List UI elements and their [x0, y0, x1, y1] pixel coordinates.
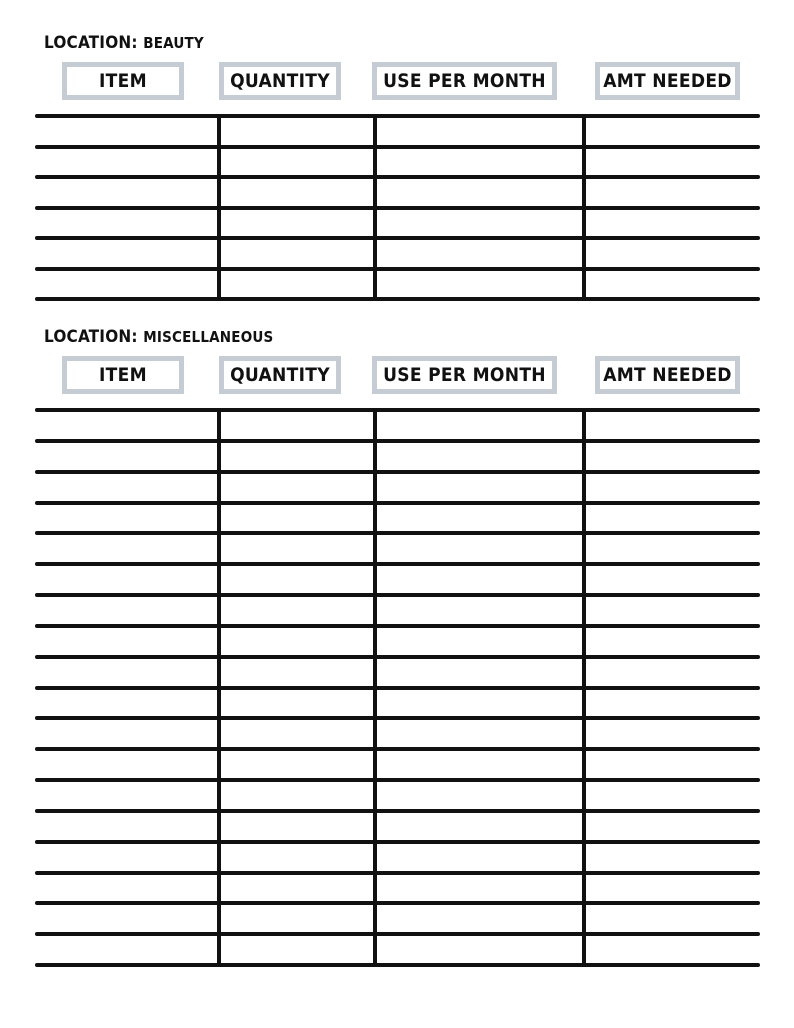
row-rule — [35, 624, 760, 628]
column-divider — [373, 408, 377, 967]
row-rule — [35, 531, 760, 535]
section-title-beauty: LOCATION: BEAUTY — [44, 33, 204, 53]
row-rule — [35, 593, 760, 597]
row-rule — [35, 686, 760, 690]
row-rule — [35, 501, 760, 505]
row-rule — [35, 297, 760, 301]
row-rule — [35, 932, 760, 936]
header-quantity: QUANTITY — [219, 62, 341, 100]
header-item: ITEM — [62, 62, 184, 100]
column-divider — [373, 114, 377, 301]
column-divider — [217, 408, 221, 967]
row-rule — [35, 963, 760, 967]
row-rule — [35, 206, 760, 210]
header-use-per-month: USE PER MONTH — [372, 356, 557, 394]
column-divider — [217, 114, 221, 301]
row-rule — [35, 236, 760, 240]
row-rule — [35, 655, 760, 659]
location-prefix: LOCATION — [44, 33, 132, 53]
row-rule — [35, 716, 760, 720]
header-use-per-month: USE PER MONTH — [372, 62, 557, 100]
header-item: ITEM — [62, 356, 184, 394]
header-quantity: QUANTITY — [219, 356, 341, 394]
row-rule — [35, 871, 760, 875]
header-amt-needed: AMT NEEDED — [595, 356, 740, 394]
location-prefix: LOCATION — [44, 327, 132, 347]
row-rule — [35, 470, 760, 474]
row-rule — [35, 562, 760, 566]
row-rule — [35, 408, 760, 412]
section-title-miscellaneous: LOCATION: MISCELLANEOUS — [44, 327, 274, 347]
row-rule — [35, 114, 760, 118]
row-rule — [35, 747, 760, 751]
row-rule — [35, 840, 760, 844]
row-rule — [35, 267, 760, 271]
column-divider — [582, 114, 586, 301]
column-divider — [582, 408, 586, 967]
row-rule — [35, 901, 760, 905]
location-name: BEAUTY — [143, 34, 204, 52]
header-amt-needed: AMT NEEDED — [595, 62, 740, 100]
row-rule — [35, 778, 760, 782]
row-rule — [35, 439, 760, 443]
row-rule — [35, 145, 760, 149]
row-rule — [35, 175, 760, 179]
location-name: MISCELLANEOUS — [143, 328, 274, 346]
row-rule — [35, 809, 760, 813]
